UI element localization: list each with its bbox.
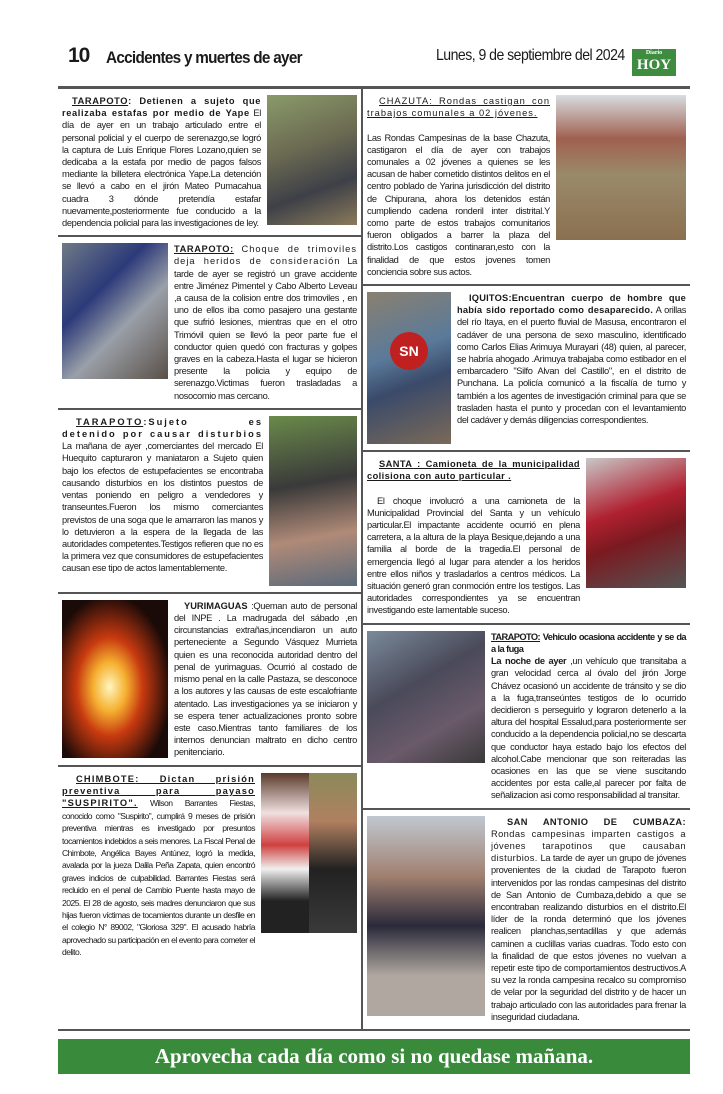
article-tarapoto-disturbios: TARAPOTO:Sujeto es detenido por causar disturbios La mañana de ayer ,comerciantes del mercado El Huequito capturaron y maniataron a Sujeto quien bajo los efectos de estupefacientes se encontraba causando disturbios en los distintos puestos de ventas poniendo en peligro a vendedores y transeuntes.Fueron los mismo comerciantes previstos de una soga que le amarraron las manos y lo detuvieron a la espera de la llegada de las autoridades competentes.Testigos refieren que no es la primera vez que consumidores de estupefacientes causan ese tipo de actos lamentablemente.: [62, 416, 263, 574]
footer-slogan-banner: Aprovecha cada día como si no quedase mañana.: [58, 1039, 690, 1074]
section-iquitos: [363, 286, 690, 452]
section-title: Accidentes y muertes de ayer: [106, 48, 302, 67]
photo-burning-car: [62, 600, 168, 758]
article-chazuta: CHAZUTA: Rondas castigan con trabajos comunales a 02 jóvenes. Las Rondas Campesinas de la base Chazuta, castigaron el día de ayer con trabajos comunales a 02 jóvenes a quienes se les acusan de haber cometido distintos delitos en el centro poblado de Yarina jurisdicción del distrito de Chipurana, ahora los detenidos están cumpliendo cadena ronderil inter distrital.Y como parte de estos trabajos comunitarios fueron obligados a barrer la plaza del distrito.Los castigos continaran,esto con la finalidad de que estos jovenes tomen conciencia sobre sus actos.: [367, 96, 550, 277]
article-tarapoto-estafa: TARAPOTO: Detienen a sujeto que realizaba estafas por medio de Yape El día de ayer en un trabajo articulado entre el personal policial y el cuerpo de serenazgo,se logró la captura de Luis Enrique Flores Lozano,quien se dedicaba a la estafa por medio de pagos falsos mediante la billetera electrónica Yape.La detención se llevó a cabo en el jirón Mateo Pumacahua cuadra 3 dónde pretendía estafar nuevamente,posteriormente fue conducido a la dependencia policial para las investigaciones de ley.: [62, 96, 261, 229]
article-yurimaguas: YURIMAGUAS :Queman auto de personal del INPE . La madrugada del sábado ,en circunstancias extrañas,incendiaron un auto perteneciente a Segundo Vásquez Murrieta quien es una reconocida autoridad dentro del penal de yurimaguas. Ocurrió al costado de mismo penal en la calle Pastaza, se desconoce a los autores y las causas de este escalofriante atentado. Las investigaciones ya se iniciaron y se espera tener actualizaciones pronto sobre este caso.Mientras tanto familiares de los internos denuncian maltrato en dicho centro penitenciario.: [174, 600, 358, 758]
article-tarapoto-trimoviles: TARAPOTO: Choque de trimoviles deja heridos de consideración La tarde de ayer se registró un grave accidente entre Jiménez Pimentel y Cabo Alberto Leveau ,a causa de la colision entre dos trimoviles , en uno de ellos iba como pasajero una gestante que sufrió lesiones, mientras que en el otro Trimóvil quien se llevó la peor parte fue el conductor quien quedó con fracturas y golpes graves en la cabeza.Hasta el lugar se hicieron presente la policia y equipo de serenazgo.Victimas fueron trasladadas a nosocomio mas cercano.: [174, 244, 358, 401]
photo-clown: [261, 773, 309, 933]
photo-hit-and-run: [367, 631, 485, 763]
columns: [58, 89, 690, 1031]
photo-detained-man: [269, 416, 357, 586]
section-yurimaguas: [58, 594, 361, 767]
photo-police-arrest: [267, 95, 357, 225]
section-chimbote: [58, 767, 361, 1031]
left-column: [58, 89, 363, 1031]
article-chimbote: CHIMBOTE: Dictan prisión preventiva para payaso "SUSPIRITO". Wilson Barrantes Fiestas, conocido como "Suspirito", cumplirá 9 meses de prisión preventiva mientras es investigado por presuntos tocamientos indebidos a seis menores. La Fiscal Penal de Chimbote, Angélica Bayes Antúnez, logró la medida, avalada por la jueza Dalila Peña Zapata, quien encontró graves indicios de culpabilidad. Barrantes Fiestas será recluido en el penal de Cambio Puente hasta mayo de 2025. El 28 de agosto, seis madres denunciaron que sus hijas fueron víctimas de tocamientos durante un desfile en el colegio N° 89002, "Gloriosa 329". El acusado habría aprovechado su participación en el evento para cometer el delito.: [62, 773, 256, 958]
photo-youths-punished: [367, 816, 485, 1016]
sn-logo: SN: [390, 332, 428, 370]
right-column: [363, 89, 690, 1031]
article-iquitos: IQUITOS:Encuentran cuerpo de hombre que había sido reportado como desaparecido. A orillas del río Itaya, en el puerto fluvial de Masusa, encontraron el cadáver de una persona de sexo masculino, identificado como Carlos Elias Arimuya Murayari (48) quien, al parecer, se habría ahogado .Arimuya trabajaba como estibador en el embarcadero "Silfo Alvan del Castillo", en el distrito de Punchana. La policía comunicó a la fiscalía de turno y también a los agentes de investigación criminal para que se trasladen hasta el punto y procedan con el levantamiento del cadáver y demás diligencias correspondientes.: [457, 293, 686, 426]
section-tarapoto-fuga: [363, 625, 690, 810]
photo-river-body: [367, 292, 451, 444]
page-body: [58, 86, 690, 1094]
section-tarapoto-estafa: [58, 89, 361, 237]
photo-plaza-sweeping: [556, 95, 686, 240]
photo-truck-collision: [586, 458, 686, 588]
page-number: 10: [68, 44, 90, 67]
section-santa: [363, 452, 690, 625]
section-tarapoto-trimoviles: [58, 237, 361, 410]
issue-date: Lunes, 9 de septiembre del 2024: [436, 47, 625, 64]
photo-trimovil-crash: [62, 243, 168, 379]
diario-hoy-logo: Diario HOY: [632, 49, 676, 76]
photo-suspect: [309, 773, 357, 933]
article-tarapoto-fuga: TARAPOTO: Vehiculo ocasiona accidente y se da a la fuga La noche de ayer ,un vehículo que transitaba a gran velocidad cerca al óvalo del jirón Jorge Chávez ocasionó un accidente de tránsito y se dio a la fuga,transeúntes testigos de lo ocurrido decidieron s perseguirlo y lograron detenerlo a la altura del hospital Essalud,para posteriormente ser conducido a la dependencia policial,no se descarta que conductor haya estado bajo los efectos del alcohol.Cabe mencionar que son reiteradas las ocasiones en las que se viene suscitando accidentes por esta calle,al parecer por falta de señalizacion asi como responsabilidad al transitar.: [491, 631, 686, 801]
article-santa: SANTA : Camioneta de la municipalidad colisiona con auto particular . El choque involucró a una camioneta de la Municipalidad Provincial del Santa y un vehículo particular.El impactante accidente ocurrió en plena carretera, a la altura de la playa Besique,dejando a una familia al borde de la tragedia.El personal de emergencia llegó al lugar para atender a los heridos entre ellos niños y trasladarlos a centros médicos. La situación generó gran conmoción entre los testigos. Las autoridades correspondientes ya se encuentran investigando este lamentable suceso.: [367, 459, 580, 616]
section-chazuta: [363, 89, 690, 286]
article-cumbaza: SAN ANTONIO DE CUMBAZA: Rondas campesinas imparten castigos a jóvenes tarapotinos que causaban disturbios. La tarde de ayer un grupo de jóvenes provenientes de la ciudad de Tarapoto fueron intervenidos por las rondas campesinas del distrito de San Antonio de Cumbaza,debido a que se encontraban realizando disturbios en el distrito.El líder de la ronda determinó que los jóvenes realicen planchas,sentadillas y que además caminen a cuclillas varias cuadras. Todo esto con la finalidad de que estos jóvenes no vuelvan a repetir este tipo de comportamientos destructivos.A su vez la ronda campesina recalco su compromiso de velar por la seguridad del distrito y de hacer un trabajo articulado con las autoridades para frenar la inseguridad ciudadana.: [491, 816, 687, 1022]
section-cumbaza: [363, 810, 690, 1031]
section-tarapoto-disturbios: [58, 410, 361, 594]
